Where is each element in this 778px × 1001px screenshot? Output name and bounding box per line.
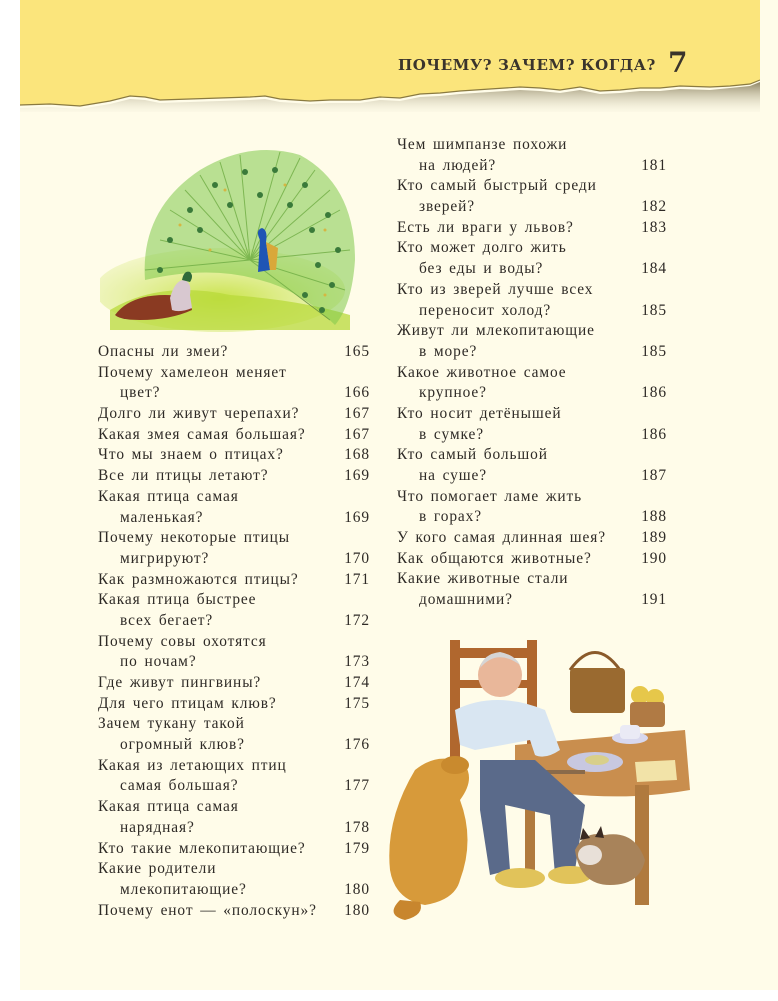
toc-entry-continuation-line (98, 818, 376, 839)
toc-entry-title-line (98, 425, 376, 446)
toc-entry-page-number: 184 (641, 260, 667, 278)
toc-entry (98, 797, 376, 838)
toc-entry-continuation-line (98, 383, 376, 404)
toc-entry-page-number: 175 (344, 694, 370, 712)
toc-entry (98, 632, 376, 673)
toc-entry-title-line (98, 363, 376, 384)
toc-entry-title-line (98, 487, 376, 508)
toc-entry-page-number: 187 (641, 467, 667, 484)
toc-entry-continuation-line (98, 508, 376, 529)
toc-entry-title-line (98, 797, 376, 818)
toc-entry-page-number: 167 (344, 425, 370, 443)
toc-entry (397, 404, 675, 445)
toc-entry-title-line (98, 632, 376, 653)
toc-entry (397, 280, 675, 321)
toc-entry-continuation-line (98, 776, 376, 797)
toc-entry-title-line (397, 176, 675, 197)
toc-entry-title: крупное? (419, 384, 487, 402)
toc-entry (397, 218, 675, 239)
toc-entry-title: в море? (419, 342, 478, 360)
toc-entry-page-number: 185 (641, 301, 667, 319)
toc-entry-title: зверей? (419, 198, 475, 216)
toc-entry-page-number: 178 (344, 818, 370, 836)
toc-entry-title-line (98, 590, 376, 611)
toc-entry-page-number: 181 (641, 156, 667, 174)
toc-entry-continuation-line (397, 590, 675, 611)
toc-entry-title: Для чего птицам клюв? (98, 694, 277, 712)
toc-entry-title: по ночам? (120, 653, 197, 671)
toc-entry-title-line (397, 321, 675, 342)
toc-entry-page-number: 180 (344, 880, 370, 898)
toc-entry-title: Кто носит детёнышей (397, 404, 562, 422)
toc-entry-title: без еды и воды? (419, 260, 544, 278)
toc-entry-title-line (397, 363, 675, 384)
toc-entry (98, 487, 376, 528)
toc-entry-page-number: 169 (344, 467, 370, 485)
toc-entry-title: Кто самый большой (397, 446, 548, 464)
toc-entry (397, 528, 675, 549)
toc-entry-page-number: 172 (344, 611, 370, 629)
toc-entry-title: на суше? (419, 467, 487, 484)
toc-entry (98, 528, 376, 569)
toc-entry-page-number: 165 (344, 343, 370, 360)
toc-entry-page-number: 180 (344, 901, 370, 919)
toc-entry-title: переносит холод? (419, 301, 552, 319)
toc-entry-page-number: 167 (344, 405, 370, 423)
toc-entry-title: Долго ли живут черепахи? (98, 405, 300, 423)
toc-entry-title: Какая птица быстрее (98, 591, 257, 609)
toc-entry-title: Какое животное самое (397, 363, 567, 381)
toc-entry-title: Что помогает ламе жить (397, 487, 583, 505)
toc-entry-title: млекопитающие? (120, 880, 247, 898)
toc-entry-title: Почему некоторые птицы (98, 529, 291, 547)
toc-entry-title: Кто самый быстрый среди (397, 177, 597, 195)
toc-entry-page-number: 168 (344, 446, 370, 464)
toc-entry-title-line (397, 569, 675, 590)
toc-entry (397, 569, 675, 610)
toc-entry-title: Как общаются животные? (397, 549, 592, 567)
toc-entry-page-number: 185 (641, 342, 667, 360)
toc-entry (98, 363, 376, 404)
toc-entry-continuation-line (397, 466, 675, 487)
toc-entry-title: Зачем тукану такой (98, 715, 245, 733)
toc-entry-page-number: 176 (344, 736, 370, 754)
toc-entry-title: Есть ли враги у львов? (397, 218, 574, 236)
running-head: ПОЧЕМУ? ЗАЧЕМ? КОГДА? (398, 56, 656, 74)
toc-entry-page-number: 186 (641, 425, 667, 443)
toc-entry-title-line (98, 839, 376, 860)
toc-entry-title: в сумке? (419, 425, 484, 443)
toc-entry-title-line (98, 404, 376, 425)
toc-entry-title-line (397, 528, 675, 549)
toc-entry (98, 714, 376, 755)
toc-entry-title: огромный клюв? (120, 736, 245, 754)
toc-entry-continuation-line (98, 652, 376, 673)
toc-entry-title: Какие животные стали (397, 570, 569, 588)
toc-entry-title-line (98, 714, 376, 735)
toc-entry (98, 859, 376, 900)
toc-entry-title-line (397, 404, 675, 425)
toc-entry-title: нарядная? (120, 818, 195, 836)
toc-entry-title: Все ли птицы летают? (98, 467, 269, 485)
toc-entry (397, 363, 675, 404)
toc-entry-continuation-line (98, 611, 376, 632)
toc-entry-title: мигрируют? (120, 549, 210, 567)
toc-entry-title: Опасны ли змеи? (98, 343, 229, 360)
old-man-dog-cat-illustration (385, 630, 690, 920)
toc-entry (397, 176, 675, 217)
toc-entry (98, 404, 376, 425)
toc-entry-title: Где живут пингвины? (98, 674, 262, 691)
toc-entry-page-number: 190 (641, 549, 667, 567)
toc-entry-continuation-line (397, 156, 675, 177)
toc-entry-title: Какая птица самая (98, 487, 239, 505)
toc-entry-title-line (98, 694, 376, 715)
toc-left-column (98, 342, 376, 921)
toc-entry-title-line (98, 466, 376, 487)
toc-entry-page-number: 182 (641, 198, 667, 216)
toc-entry-title: всех бегает? (120, 611, 214, 629)
toc-entry-title-line (397, 487, 675, 508)
toc-entry-continuation-line (397, 259, 675, 280)
toc-right-column (397, 135, 675, 611)
toc-entry-title: Чем шимпанзе похожи (397, 136, 568, 153)
toc-entry (98, 839, 376, 860)
toc-entry-page-number: 171 (344, 570, 370, 588)
toc-entry-page-number: 177 (344, 777, 370, 795)
toc-entry-page-number: 173 (344, 653, 370, 671)
toc-entry-page-number: 179 (344, 839, 370, 857)
page-number: 7 (668, 46, 688, 79)
toc-entry-title-line (98, 859, 376, 880)
toc-entry-title-line (397, 445, 675, 466)
toc-entry (397, 445, 675, 486)
toc-entry-title: Кто может долго жить (397, 239, 567, 257)
toc-entry-title-line (98, 901, 376, 922)
toc-entry-page-number: 174 (344, 674, 370, 691)
toc-entry-page-number: 186 (641, 384, 667, 402)
toc-entry-title-line (397, 549, 675, 570)
toc-entry-title: в горах? (419, 508, 482, 526)
toc-entry (397, 321, 675, 362)
toc-entry (98, 756, 376, 797)
toc-entry-page-number: 189 (641, 529, 667, 547)
toc-entry-title-line (397, 238, 675, 259)
toc-entry-title: Какие родители (98, 860, 217, 878)
toc-entry-title: Какая птица самая (98, 798, 239, 816)
toc-entry (397, 487, 675, 528)
toc-entry (397, 549, 675, 570)
toc-entry-title-line (98, 528, 376, 549)
toc-entry-title-line (397, 280, 675, 301)
toc-entry-title-line (98, 342, 376, 363)
toc-entry-title: самая большая? (120, 777, 239, 795)
toc-entry-page-number: 166 (344, 384, 370, 402)
toc-entry-page-number: 191 (641, 591, 667, 609)
toc-entry-continuation-line (397, 507, 675, 528)
toc-entry-title: У кого самая длинная шея? (397, 529, 606, 547)
toc-entry-title: цвет? (120, 384, 161, 402)
toc-entry (98, 570, 376, 591)
toc-entry-continuation-line (397, 301, 675, 322)
toc-entry-title: Какая из летающих птиц (98, 756, 287, 774)
toc-entry (98, 445, 376, 466)
toc-entry-title-line (98, 673, 376, 694)
toc-entry-continuation-line (397, 197, 675, 218)
toc-entry-title: маленькая? (120, 508, 204, 526)
toc-entry (397, 135, 675, 176)
toc-entry-title: Живут ли млекопитающие (397, 322, 595, 340)
toc-entry-title: Кто такие млекопитающие? (98, 839, 306, 857)
toc-entry-continuation-line (397, 425, 675, 446)
toc-entry-page-number: 188 (641, 508, 667, 526)
toc-entry-title-line (98, 445, 376, 466)
toc-entry-title: Почему совы охотятся (98, 632, 267, 650)
toc-entry-continuation-line (98, 880, 376, 901)
toc-entry-title: на людей? (419, 156, 497, 174)
toc-entry-continuation-line (98, 735, 376, 756)
toc-entry-continuation-line (397, 342, 675, 363)
toc-entry-title: Как размножаются птицы? (98, 570, 299, 588)
toc-entry-continuation-line (397, 383, 675, 404)
toc-entry-page-number: 183 (641, 218, 667, 236)
toc-entry-title: Кто из зверей лучше всех (397, 280, 594, 298)
toc-entry-title-line (397, 135, 675, 156)
toc-entry-title: Почему хамелеон меняет (98, 363, 287, 381)
toc-entry-title: Почему енот — «полоскун»? (98, 901, 317, 919)
toc-entry-title: домашними? (419, 591, 513, 609)
toc-entry-title-line (98, 756, 376, 777)
toc-entry (98, 425, 376, 446)
toc-entry-page-number: 169 (344, 508, 370, 526)
toc-entry (397, 238, 675, 279)
toc-entry-page-number: 170 (344, 549, 370, 567)
toc-entry (98, 901, 376, 922)
toc-entry-title-line (397, 218, 675, 239)
toc-entry (98, 673, 376, 694)
toc-entry (98, 466, 376, 487)
toc-entry-continuation-line (98, 549, 376, 570)
peacock-illustration (100, 130, 370, 335)
toc-entry (98, 694, 376, 715)
toc-entry-title: Какая змея самая большая? (98, 425, 306, 443)
toc-entry-title-line (98, 570, 376, 591)
toc-entry (98, 590, 376, 631)
toc-entry-title: Что мы знаем о птицах? (98, 446, 284, 464)
toc-entry (98, 342, 376, 363)
